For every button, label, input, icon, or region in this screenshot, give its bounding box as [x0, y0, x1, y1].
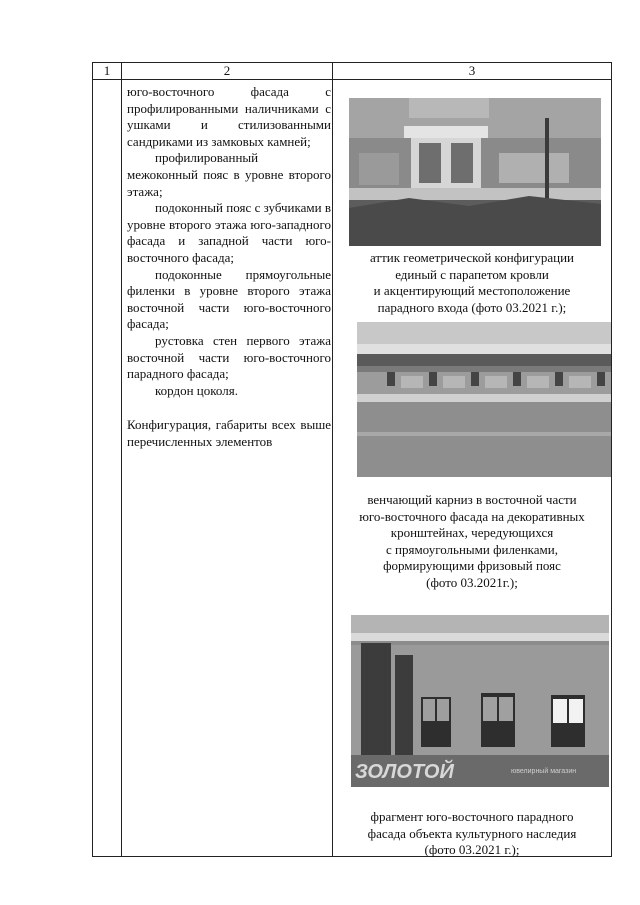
table-body-row [93, 80, 612, 857]
caption-line: (фото 03.2021г.); [426, 574, 518, 590]
photo-cornice [357, 322, 611, 477]
description-paragraph: кордон цоколя. [155, 382, 238, 398]
caption-line: формирующими фризовый пояс [383, 558, 561, 573]
cell-col-3 [333, 80, 612, 857]
description-paragraph: подоконный пояс с зубчиками в уровне второго этажа юго-западного фасада и западной части юго-восточного фасада; [127, 200, 331, 265]
caption-line: (фото 03.2021 г.); [424, 842, 520, 857]
caption-line: фрагмент юго-восточного парадного [370, 809, 574, 824]
header-col-3: 3 [333, 63, 612, 80]
cell-col-1 [93, 80, 122, 857]
heritage-elements-table [92, 62, 612, 857]
table-header-row [93, 63, 612, 80]
description-paragraph: Конфигурация, габариты всех выше перечисленных элементов [127, 417, 331, 449]
photo-facade-fragment [351, 615, 609, 787]
cell-col-2 [122, 80, 333, 857]
caption-line: с прямоугольными филенками, [386, 541, 558, 557]
photo-cornice-caption [333, 492, 611, 591]
caption-line: аттик геометрической конфигурации [369, 250, 575, 265]
sign-small-text: ювелирный магазин [511, 768, 577, 775]
description-paragraph: юго-восточного фасада с профилированными наличниками с ушками и стилизованными сандриками из замковых камней; [127, 84, 331, 149]
description-paragraph: рустовка стен первого этажа восточной части юго-восточного парадного фасада; [127, 332, 331, 382]
caption-line: юго-восточного фасада на декоративных [359, 508, 585, 524]
photo-attic-caption [333, 250, 611, 316]
caption-line: венчающий карниз в восточной части [367, 492, 577, 507]
caption-line: парадного входа (фото 03.2021 г.); [377, 299, 567, 315]
caption-line: фасада объекта культурного наследия [367, 825, 577, 841]
header-col-1: 1 [93, 63, 122, 80]
elements-description [122, 80, 332, 450]
caption-line: и акцентирующий местоположение [373, 283, 571, 298]
sign-text: ЗОЛОТОЙ [355, 761, 454, 783]
header-col-2: 2 [122, 63, 333, 80]
caption-line: кронштейнах, чередующихся [390, 525, 554, 540]
description-paragraph: подоконные прямоугольные филенки в уровне второго этажа восточной части юго-восточного фасада; [127, 266, 331, 332]
photo-attic [349, 98, 601, 246]
description-paragraph: профилированный межоконный пояс в уровне второго этажа; [127, 150, 331, 199]
photo-facade-caption [333, 809, 611, 859]
caption-line: единый с парапетом кровли [395, 266, 549, 282]
